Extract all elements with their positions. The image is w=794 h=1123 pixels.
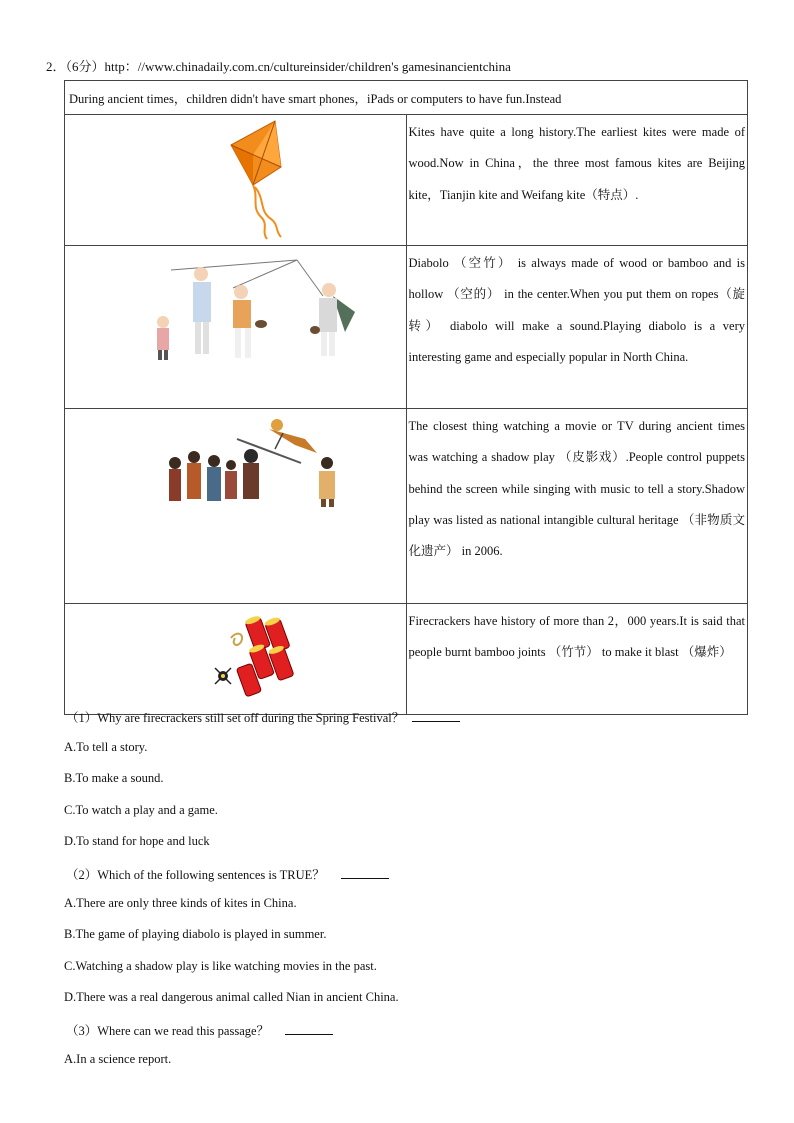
intro-text: During ancient times，children didn't have smart phones，iPads or computers to have fun.Instead	[65, 81, 748, 115]
question-1-stem: （1）Why are firecrackers still set off during the Spring Festival？	[66, 708, 460, 726]
option-2b: B.The game of playing diabolo is played in summer.	[64, 927, 327, 941]
puppet-right	[319, 457, 335, 507]
table-row	[65, 246, 748, 409]
child-figure-2	[193, 267, 211, 354]
kite-illustration	[65, 115, 443, 241]
puppet-flying	[269, 419, 317, 453]
diabolo-illustration	[65, 246, 443, 404]
shadow-play-image	[65, 409, 407, 604]
diabolo-text: Diabolo （空竹） is always made of wood or bamboo and is hollow （空的） in the center.When you put them on ropes（旋转） diabolo will make a sound.Playing diabolo is a very interesting game and especially popular in North China.	[406, 246, 748, 409]
shadow-play-text: The closest thing watching a movie or TV during ancient times was watching a shadow play （皮影戏）.People control puppets behind the screen while singing with music to tell a story.Shadow play was listed as national intangible cultural heritage （非物质文化遗产） in 2006.	[406, 409, 748, 604]
option-1a: A.To tell a story.	[64, 740, 148, 754]
answer-blank[interactable]	[412, 710, 460, 722]
option-2a: A.There are only three kinds of kites in China.	[64, 896, 297, 910]
option-2c: C.Watching a shadow play is like watching movies in the past.	[64, 959, 377, 973]
question-heading: 2．（6分）http：//www.chinadaily.com.cn/cultureinsider/children's gamesinancientchina	[46, 59, 511, 74]
passage-table	[64, 80, 748, 715]
option-3a: A.In a science report.	[64, 1052, 172, 1066]
spark-icon	[215, 668, 231, 684]
table-row	[65, 115, 748, 246]
answer-blank[interactable]	[285, 1023, 333, 1035]
child-figure-4	[319, 283, 355, 356]
puppet-group-left	[169, 451, 237, 501]
firecrackers-text: Firecrackers have history of more than 2，000 years.It is said that people burnt bamboo joints （竹节） to make it blast （爆炸）	[406, 604, 748, 715]
firecrackers-image	[65, 604, 407, 715]
table-row	[65, 604, 748, 715]
kite-image	[65, 115, 407, 246]
shadow-puppets-illustration	[65, 409, 443, 599]
option-1d: D.To stand for hope and luck	[64, 834, 210, 848]
option-1c: C.To watch a play and a game.	[64, 803, 218, 817]
question-3-stem: （3）Where can we read this passage？	[66, 1021, 333, 1039]
child-figure-1	[157, 316, 169, 360]
child-figure-3	[233, 285, 251, 358]
answer-blank[interactable]	[341, 867, 389, 879]
kite-text: Kites have quite a long history.The earliest kites were made of wood.Now in China，the three most famous kites are Beijing kite，Tianjin kite and Weifang kite（特点）.	[406, 115, 748, 246]
puppet-warrior	[237, 439, 301, 499]
option-2d: D.There was a real dangerous animal called Nian in ancient China.	[64, 990, 399, 1004]
question-2-stem: （2）Which of the following sentences is TRUE？	[66, 865, 389, 883]
table-row	[65, 409, 748, 604]
diabolo-image	[65, 246, 407, 409]
option-1b: B.To make a sound.	[64, 771, 164, 785]
firecrackers-illustration	[65, 604, 443, 710]
